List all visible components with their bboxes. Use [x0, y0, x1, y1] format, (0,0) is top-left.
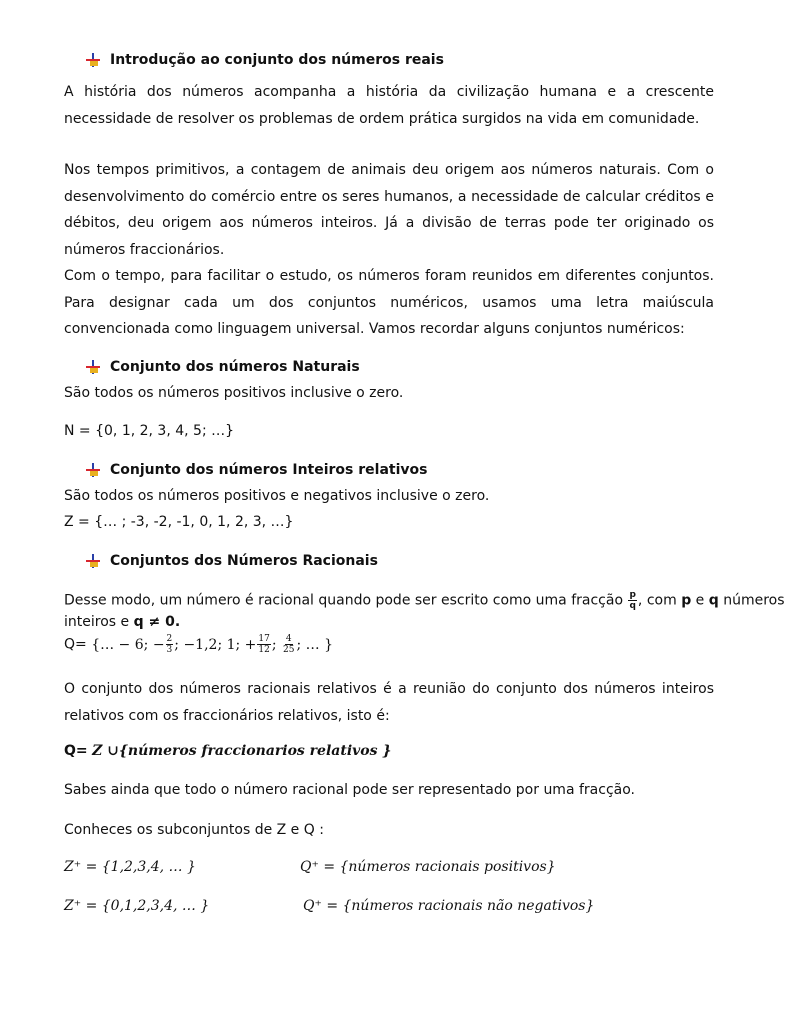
fraction-numerator: 17	[258, 634, 270, 644]
naturais-description: São todos os números positivos inclusive o zero.	[64, 385, 404, 401]
heading-naturais-text: Conjunto dos números Naturais	[110, 359, 360, 375]
fraction-denominator: 3	[166, 645, 173, 655]
definition-text: Desse modo, um número é racional quando pode ser escrito como uma fracção	[64, 592, 624, 609]
heading-intro	[86, 52, 444, 68]
heading-racionais-text: Conjuntos dos Números Racionais	[110, 553, 378, 569]
fraction-p-over-q	[628, 590, 636, 611]
bullet-icon	[86, 360, 100, 374]
set-label: Q=	[64, 636, 87, 653]
fraction-numerator: 4	[285, 634, 292, 644]
racionais-definition-line1	[64, 590, 785, 611]
q-plus-nonnegative-set: Q⁺ = {números racionais não negativos}	[303, 898, 595, 914]
naturais-set: N = {0, 1, 2, 3, 4, 5; …}	[64, 423, 235, 439]
definition-mid: , com	[637, 592, 677, 609]
paragraph-sets: Com o tempo, para facilitar o estudo, os números foram reunidos em diferentes conjuntos. Para designar cada um dos conjuntos numéricos, usamos uma letra maiúscula convencionada como linguagem universal. Vamos recordar alguns conjuntos numéricos:	[64, 268, 714, 337]
definition-line2-text: inteiros e	[64, 614, 130, 630]
paragraph-primitive: Nos tempos primitivos, a contagem de animais deu origem aos números naturais. Com o desenvolvimento do comércio entre os seres humanos, a necessidade de calcular créditos e débitos, deu origem aos números inteiros. Já a divisão de terras pode ter originado os números fraccionários.	[64, 162, 714, 258]
racionais-definition-line2	[64, 614, 180, 630]
fraction-denominator: q	[629, 601, 636, 611]
fraction-denominator: 12	[258, 645, 270, 655]
variable-p: p	[681, 592, 692, 609]
fraction-numerator: 2	[166, 634, 173, 644]
z-plus-set: Z⁺ = {1,2,3,4, … }	[64, 859, 196, 875]
set-middle: ; −1,2; 1; +	[174, 636, 257, 653]
heading-intro-text: Introdução ao conjunto dos números reais	[110, 52, 444, 68]
heading-naturais	[86, 359, 360, 375]
fraction-seventeen-twelfths	[257, 634, 270, 655]
set-separator: ;	[271, 636, 277, 653]
definition-period: .	[174, 614, 181, 630]
bullet-icon	[86, 554, 100, 568]
set-start: {… − 6; −	[91, 636, 165, 653]
union-formula	[64, 743, 391, 759]
inteiros-description: São todos os números positivos e negativos inclusive o zero.	[64, 488, 490, 504]
fraction-note: Sabes ainda que todo o número racional pode ser representado por uma fracção.	[64, 782, 635, 798]
heading-inteiros	[86, 462, 427, 478]
set-expression	[91, 634, 334, 655]
inteiros-set: Z = {… ; -3, -2, -1, 0, 1, 2, 3, …}	[64, 514, 294, 530]
definition-suffix: números	[723, 592, 785, 609]
subsets-intro: Conheces os subconjuntos de Z e Q :	[64, 822, 324, 838]
union-expression: Z ∪{números fraccionarios relativos }	[92, 743, 392, 759]
fraction-two-thirds	[166, 634, 174, 655]
fraction-four-twentyfifths	[282, 634, 295, 655]
heading-inteiros-text: Conjunto dos números Inteiros relativos	[110, 462, 428, 478]
racionais-set	[64, 634, 333, 655]
paragraph-history: A história dos números acompanha a história da civilização humana e a crescente necessidade de resolver os problemas de ordem prática surgidos na vida em comunidade.	[64, 84, 714, 127]
bullet-icon	[86, 463, 100, 477]
paragraph-union: O conjunto dos números racionais relativos é a reunião do conjunto dos números inteiros relativos com os fraccionários relativos, isto é:	[64, 681, 714, 724]
union-label: Q=	[64, 743, 88, 759]
definition-e: e	[695, 592, 705, 609]
heading-racionais	[86, 553, 378, 569]
z-plus-zero-set: Z⁺ = {0,1,2,3,4, … }	[64, 898, 210, 914]
variable-q: q	[708, 592, 719, 609]
q-plus-set: Q⁺ = {números racionais positivos}	[300, 859, 556, 875]
fraction-numerator: p	[629, 590, 636, 600]
set-end: ; … }	[296, 636, 334, 653]
fraction-denominator: 25	[283, 645, 295, 655]
condition-q-nonzero: q ≠ 0	[133, 614, 175, 630]
bullet-icon	[86, 53, 100, 67]
